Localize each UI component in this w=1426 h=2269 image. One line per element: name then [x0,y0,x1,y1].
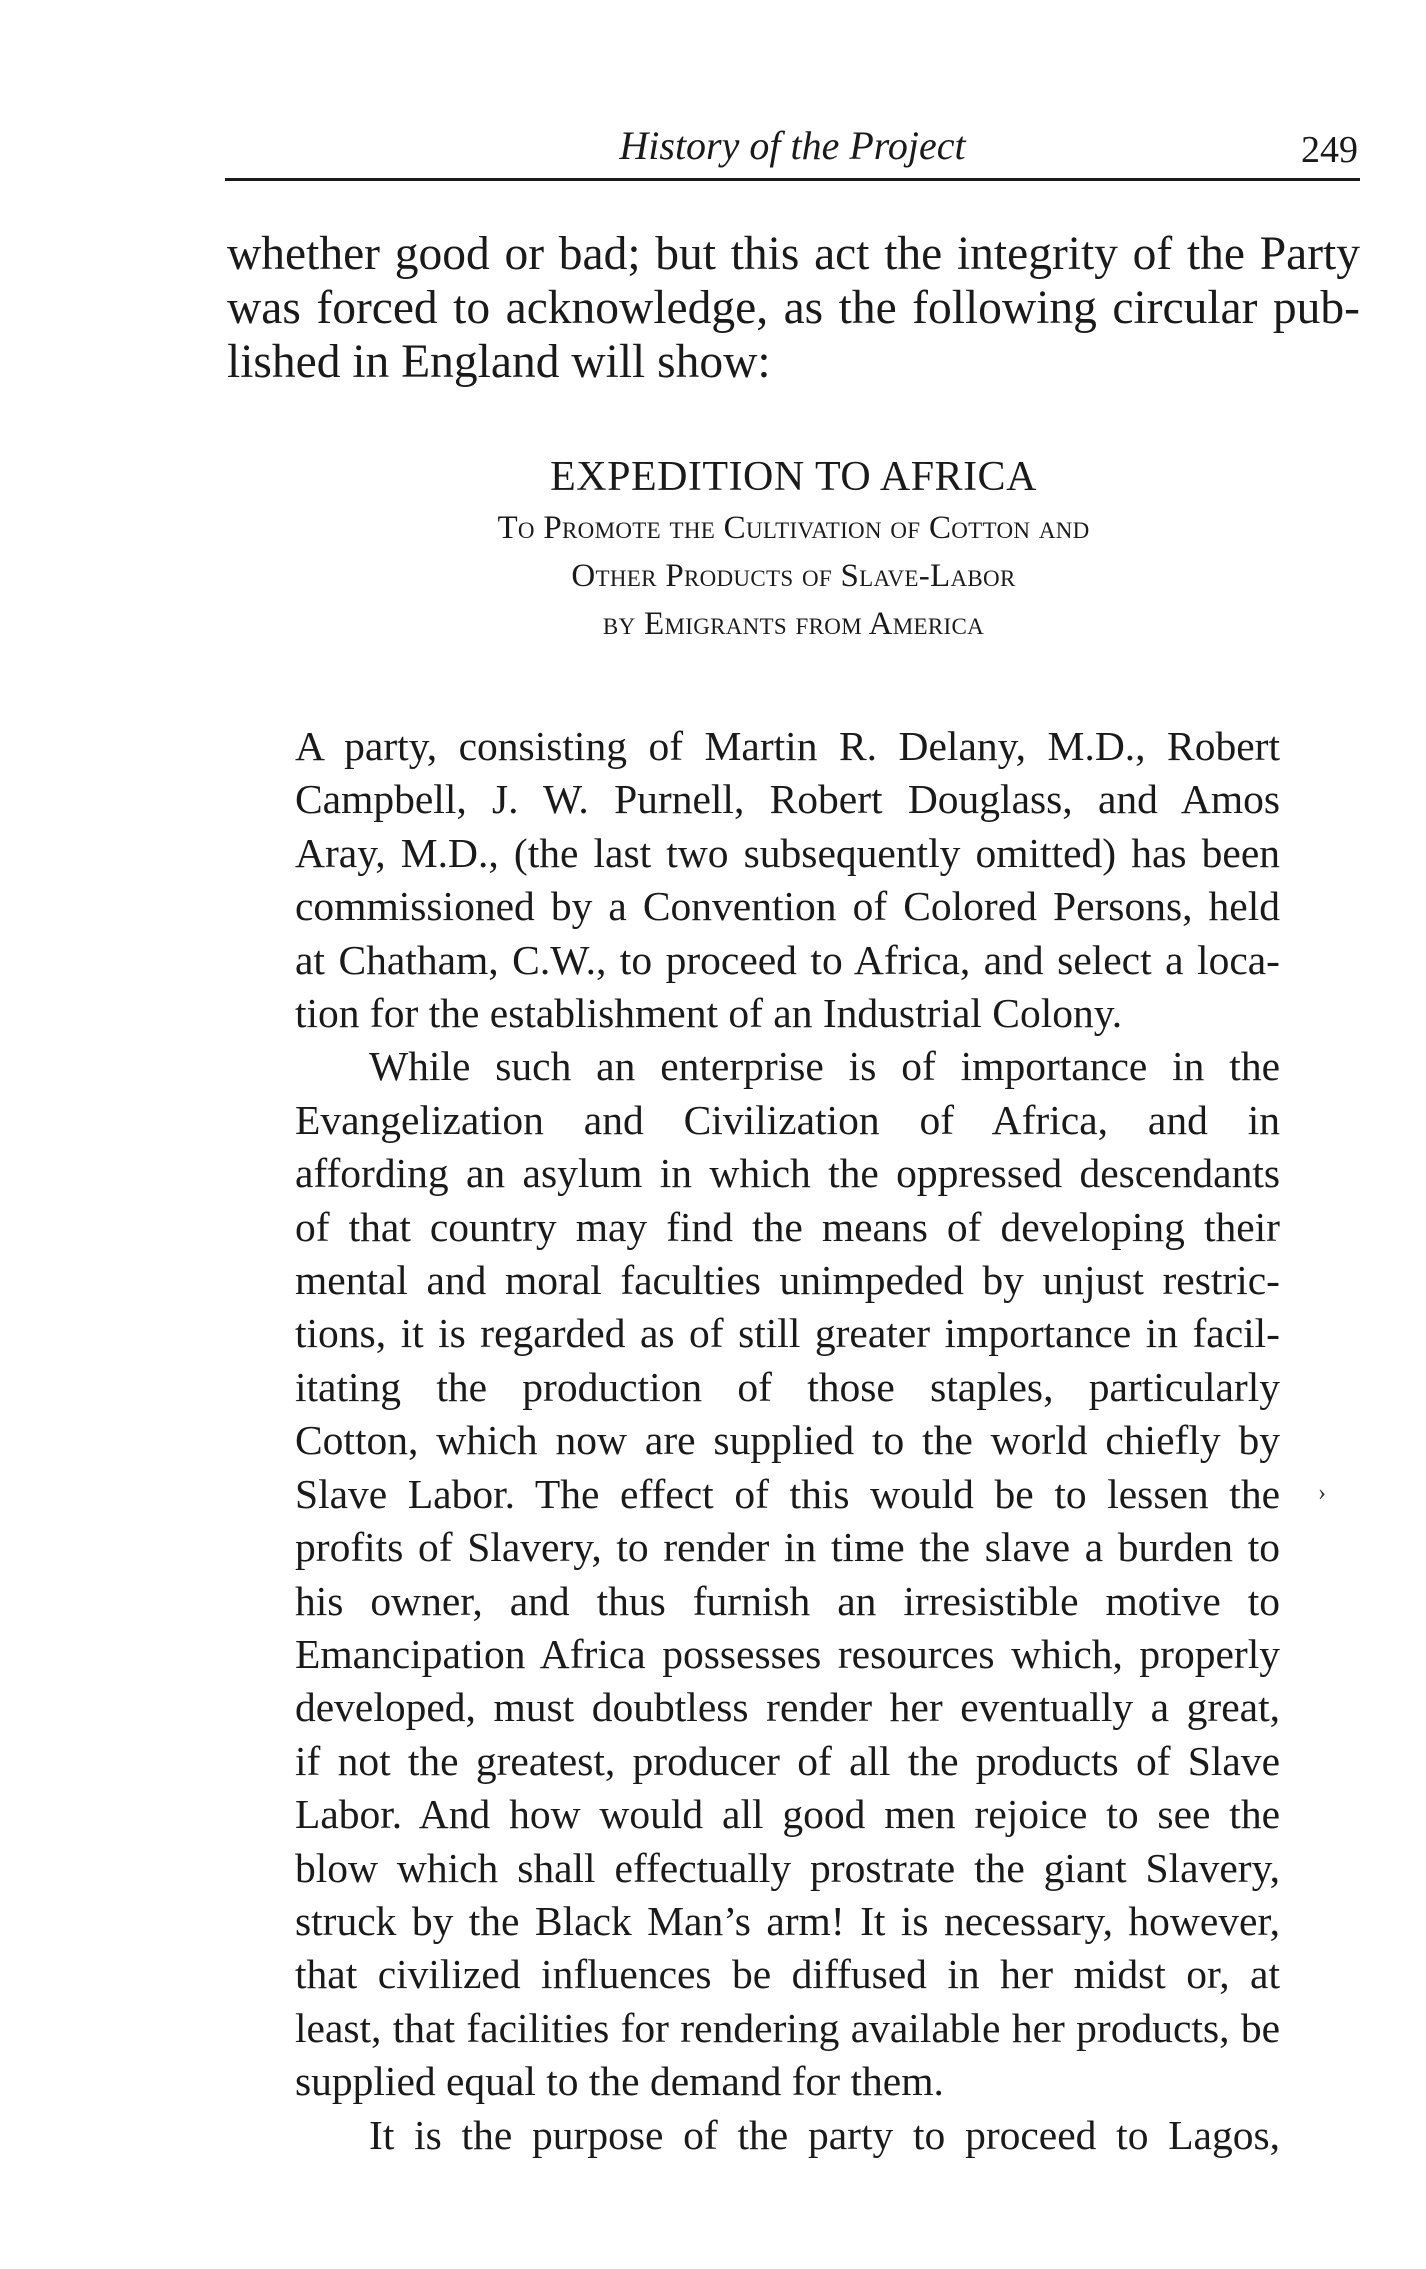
text-line: Evangelization and Civilization of Africa, and in [295,1096,1280,1143]
text-line: It is the purpose of the party to proceed to Lagos, [369,2111,1280,2158]
text-line: profits of Slavery, to render in time the slave a burden to [295,1524,1280,1571]
text-line: affording an asylum in which the oppressed descendants [295,1150,1280,1197]
circular-heading [227,450,1360,648]
text-line: least, that facilities for rendering available her products, be [295,2004,1280,2051]
text-line: commissioned by a Convention of Colored Persons, held [295,883,1280,930]
text-line: Labor. And how would all good men rejoice to see the [295,1791,1280,1838]
text-line: tions, it is regarded as of still greater importance in facil- [295,1310,1280,1357]
running-header [225,118,1360,181]
circular-text [295,720,1280,2162]
text-line: Emancipation Africa possesses resources which, properly [295,1630,1280,1677]
page-number: 249 [1301,129,1358,171]
circular-subtitle-line: by Emigrants from America [602,606,985,642]
text-line: supplied equal to the demand for them. [295,2058,944,2105]
text-line: struck by the Black Man’s arm! It is necessary, however, [295,1897,1280,1944]
intro-line: whether good or bad; but this act the integrity of the Party [227,228,1360,280]
circular-title: EXPEDITION TO AFRICA [550,454,1037,500]
text-line: mental and moral faculties unimpeded by unjust restric- [295,1257,1280,1304]
text-line: if not the greatest, producer of all the products of Slave [295,1737,1280,1784]
text-line: at Chatham, C.W., to proceed to Africa, and select a loca- [295,936,1280,983]
text-line: Aray, M.D., (the last two subsequently omitted) has been [295,829,1280,876]
text-line: his owner, and thus furnish an irresistible motive to [295,1577,1280,1624]
text-line: Slave Labor. The effect of this would be to lessen the [295,1470,1280,1517]
text-line: that civilized influences be diffused in her midst or, at [295,1951,1280,1998]
text-line: of that country may find the means of developing their [295,1203,1280,1250]
circular-subtitle-line: Other Products of Slave-Labor [571,558,1016,594]
text-line: blow which shall effectually prostrate the giant Slavery, [295,1844,1280,1891]
text-line: tion for the establishment of an Industrial Colony. [295,990,1123,1037]
text-line: itating the production of those staples, particularly [295,1363,1280,1410]
intro-line: was forced to acknowledge, as the following circular pub- [227,282,1360,334]
intro-paragraph [227,227,1360,389]
margin-mark: › [1318,1480,1326,1506]
text-line: While such an enterprise is of importance in the [369,1043,1280,1090]
text-line: Cotton, which now are supplied to the world chiefly by [295,1417,1280,1464]
text-line: developed, must doubtless render her eventually a great, [295,1684,1280,1731]
text-line: A party, consisting of Martin R. Delany, M.D., Robert [295,723,1280,769]
circular-subtitle-line: To Promote the Cultivation of Cotton and [497,510,1090,546]
text-line: Campbell, J. W. Purnell, Robert Douglass, and Amos [295,776,1280,823]
running-title: History of the Project [619,123,966,168]
intro-line: lished in England will show: [227,336,771,388]
